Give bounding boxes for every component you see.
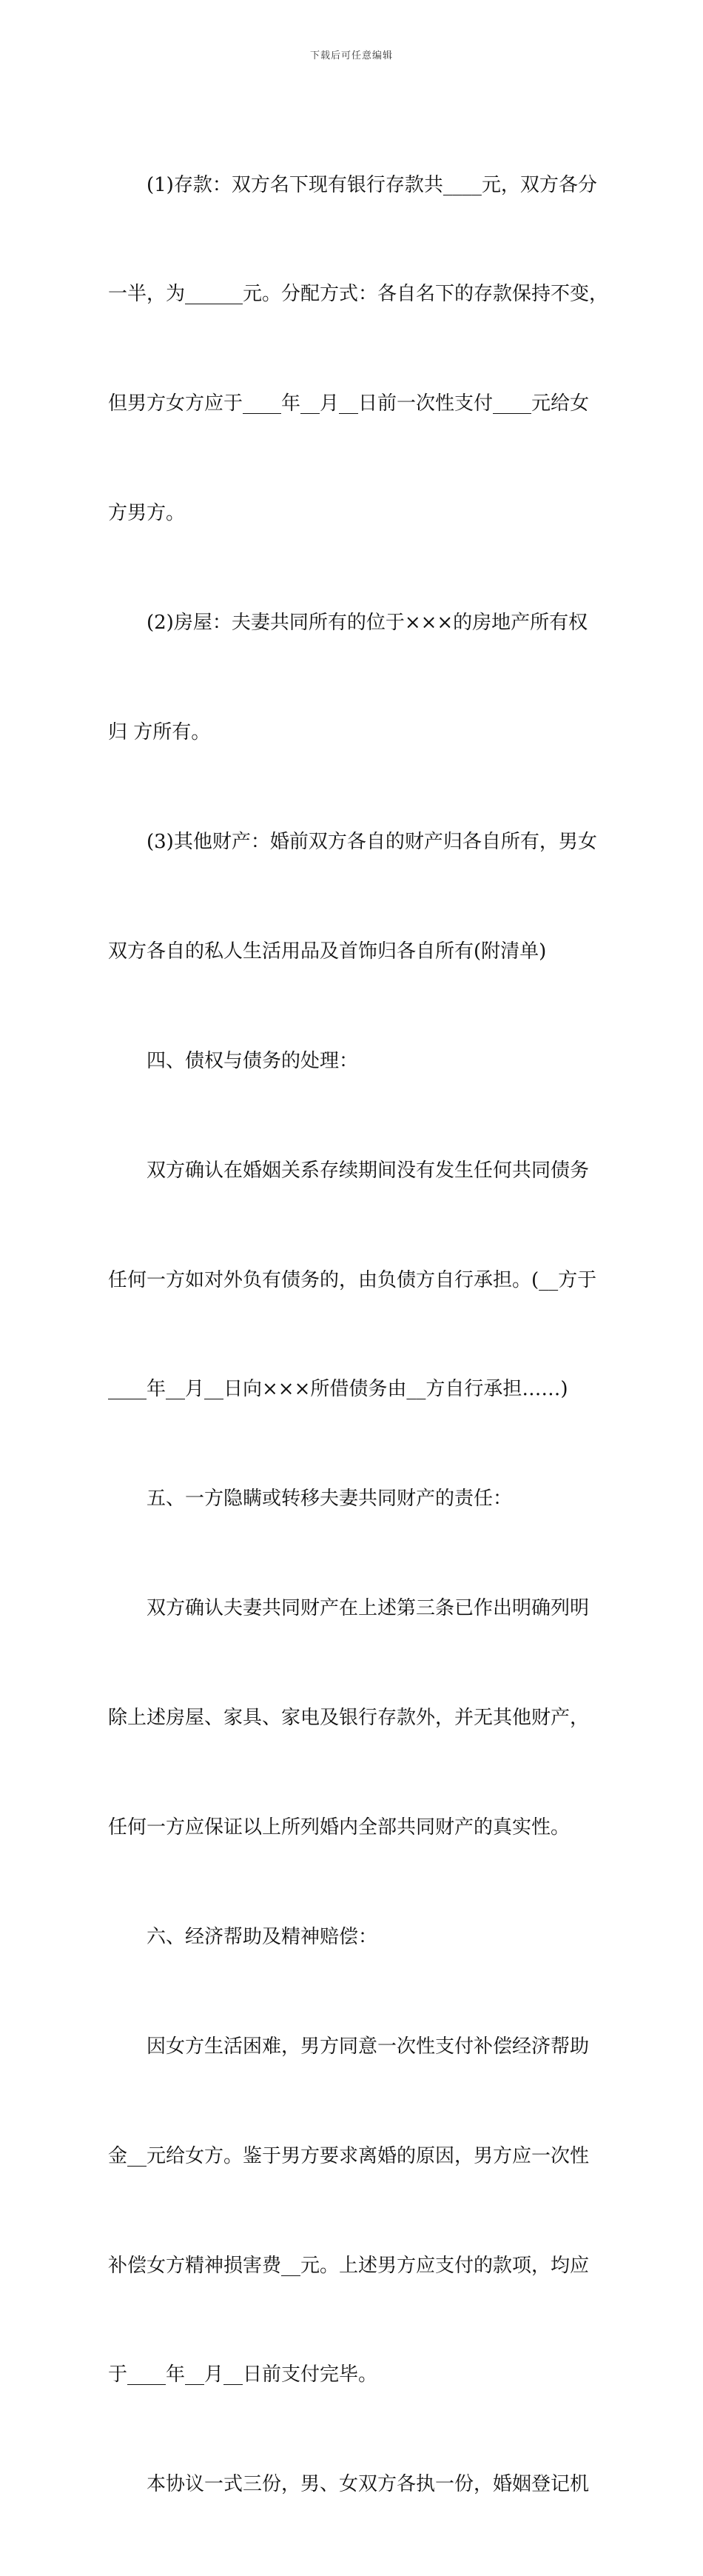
line-10: 双方确认在婚姻关系存续期间没有发生任何共同债务 (147, 1159, 590, 1182)
header-note: 下载后可任意编辑 (309, 50, 393, 61)
line-1: (1)存款：双方名下现有银行存款共____元，双方各分 (147, 173, 597, 196)
line-14: 双方确认夫妻共同财产在上述第三条已作出明确列明 (147, 1597, 590, 1620)
line-22: 本协议一式三份，男、女双方各执一份，婚姻登记机 (147, 2473, 590, 2496)
line-6: 归 方所有。 (108, 721, 211, 744)
line-12: ____年__月__日向×××所借债务由__方自行承担……) (108, 1378, 568, 1401)
line-5: (2)房屋：夫妻共同所有的位于×××的房地产所有权 (147, 612, 588, 635)
line-9: 四、债权与债务的处理： (147, 1049, 359, 1072)
line-7: (3)其他财产：婚前双方各自的财产归各自所有，男女 (147, 830, 597, 853)
line-11: 任何一方如对外负有债务的，由负债方自行承担。(__方于 (108, 1268, 597, 1291)
line-15: 除上述房屋、家具、家电及银行存款外，并无其他财产， (108, 1707, 590, 1730)
line-13: 五、一方隐瞒或转移夫妻共同财产的责任： (147, 1488, 513, 1511)
line-20: 补偿女方精神损害费__元。上述男方应支付的款项，均应 (108, 2254, 590, 2277)
line-21: 于____年__月__日前支付完毕。 (108, 2363, 378, 2386)
text-block (108, 94, 609, 2576)
document-body (108, 94, 609, 2576)
line-19: 金__元给女方。鉴于男方要求离婚的原因，男方应一次性 (108, 2144, 590, 2167)
line-17: 六、经济帮助及精神赔偿： (147, 1925, 378, 1948)
line-2: 一半，为______元。分配方式：各自名下的存款保持不变， (108, 283, 609, 306)
line-18: 因女方生活困难，男方同意一次性支付补偿经济帮助 (147, 2035, 590, 2058)
line-4: 方男方。 (108, 502, 186, 525)
line-3: 但男方女方应于____年__月__日前一次性支付____元给女 (108, 392, 590, 415)
line-8: 双方各自的私人生活用品及首饰归各自所有(附清单) (108, 940, 547, 963)
line-16: 任何一方应保证以上所列婚内全部共同财产的真实性。 (108, 1816, 571, 1839)
